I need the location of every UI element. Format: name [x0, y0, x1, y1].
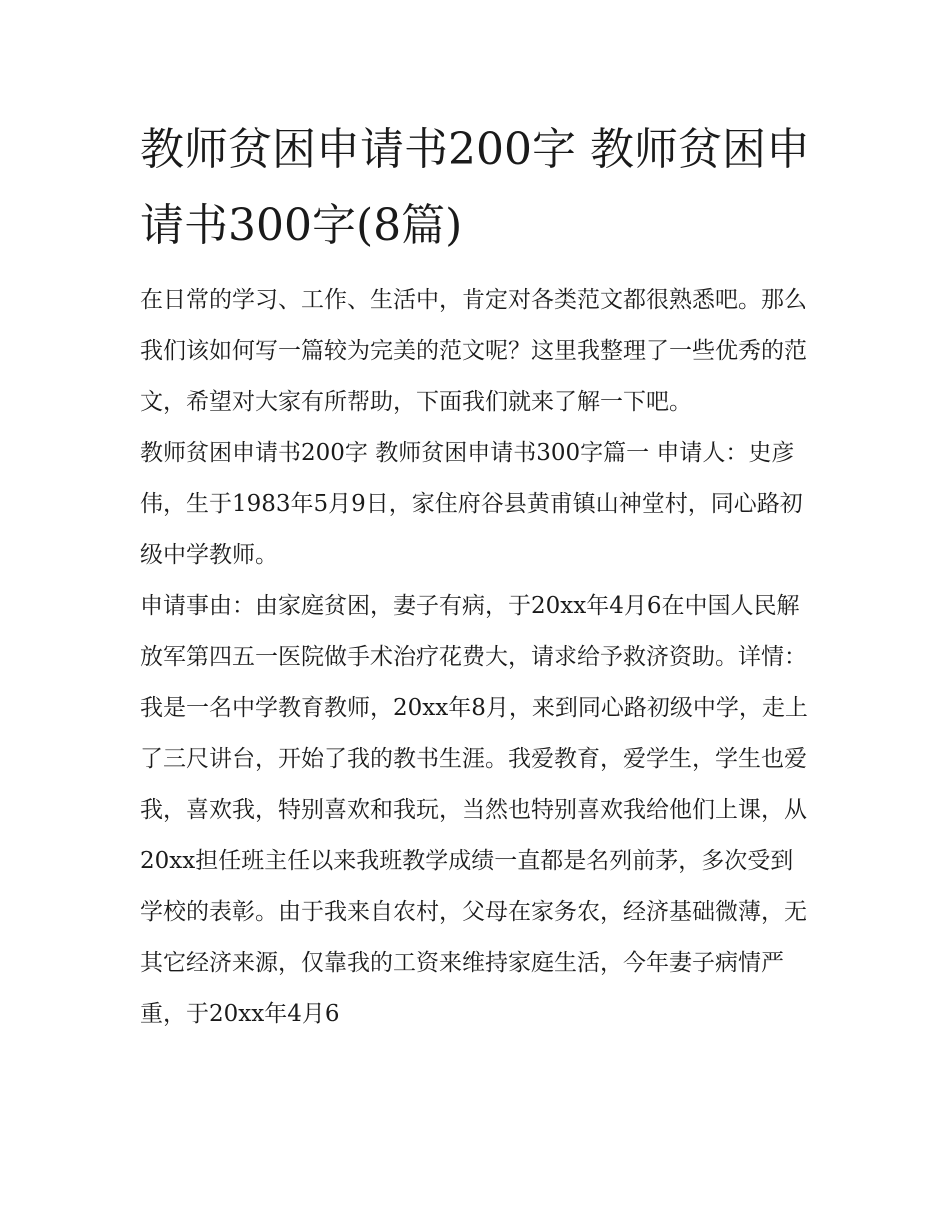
paragraph-reason: 申请事由：由家庭贫困，妻子有病，于20xx年4月6在中国人民解放军第四五一医院做手术治疗花费大，请求给予救济资助。详情：我是一名中学教育教师，20xx年8月，来到同心路初级中学，走上了三尺讲台，开始了我的教书生涯。我爱教育，爱学生，学生也爱我，喜欢我，特别喜欢和我玩，当然也特别喜欢我给他们上课，从20xx担任班主任以来我班教学成绩一直都是名列前茅，多次受到学校的表彰。由于我来自农村，父母在家务农，经济基础微薄，无其它经济来源，仅靠我的工资来维持家庭生活，今年妻子病情严重，于20xx年4月6 — [140, 593, 808, 1027]
document-title: 教师贫困申请书200字 教师贫困申请书300字(8篇) — [140, 124, 810, 251]
document-body — [140, 275, 815, 1040]
paragraph-intro: 在日常的学习、工作、生活中，肯定对各类范文都很熟悉吧。那么我们该如何写一篇较为完美的范文呢？这里我整理了一些优秀的范文，希望对大家有所帮助，下面我们就来了解一下吧。 — [140, 287, 807, 415]
paragraph-applicant: 教师贫困申请书200字 教师贫困申请书300字篇一 申请人：史彦伟，生于1983年5月9日，家住府谷县黄甫镇山神堂村，同心路初级中学教师。 — [140, 440, 803, 568]
